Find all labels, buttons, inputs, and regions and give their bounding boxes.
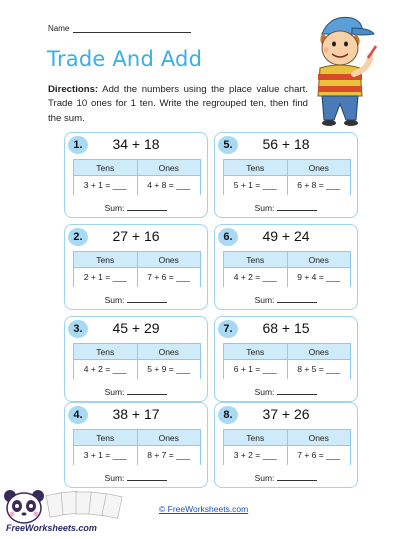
- problem-expression: 34 + 18: [112, 136, 160, 152]
- name-label: Name: [48, 24, 70, 33]
- tens-header: Tens: [96, 163, 115, 173]
- sum-label: Sum:: [254, 203, 275, 213]
- sum-answer-field[interactable]: [277, 389, 317, 395]
- ones-header: Ones: [287, 430, 351, 445]
- ones-cell[interactable]: 7 + 6 = ___: [287, 446, 351, 465]
- sum-answer-field[interactable]: [127, 389, 167, 395]
- sum-label: Sum:: [254, 387, 275, 397]
- problem-expression: 27 + 16: [112, 228, 160, 244]
- place-value-table: [223, 251, 351, 287]
- sum-row: [215, 203, 357, 213]
- ones-header: Ones: [137, 160, 201, 175]
- ones-cell[interactable]: 6 + 8 = ___: [287, 176, 351, 195]
- problem-card: [64, 402, 208, 488]
- sum-row: [215, 387, 357, 397]
- problem-expression: 49 + 24: [262, 228, 310, 244]
- sum-row: [215, 473, 357, 483]
- sum-label: Sum:: [104, 295, 125, 305]
- place-value-table: [73, 251, 201, 287]
- problem-card: [214, 132, 358, 218]
- problem-number: 5.: [218, 136, 238, 154]
- problem-expression: 38 + 17: [112, 406, 160, 422]
- ones-header: Ones: [137, 430, 201, 445]
- boy-with-cap-pencil-icon: [300, 10, 380, 130]
- page-title: Trade And Add: [47, 47, 203, 71]
- tens-cell[interactable]: 3 + 2 = ___: [233, 450, 277, 460]
- ones-cell[interactable]: 7 + 6 = ___: [137, 268, 201, 287]
- place-value-table: [73, 343, 201, 379]
- tens-header: Tens: [246, 163, 265, 173]
- place-value-table: [223, 343, 351, 379]
- sum-answer-field[interactable]: [127, 475, 167, 481]
- tens-header: Tens: [246, 433, 265, 443]
- tens-cell[interactable]: 3 + 1 = ___: [83, 450, 127, 460]
- ones-cell[interactable]: 8 + 7 = ___: [137, 446, 201, 465]
- ones-cell[interactable]: 8 + 5 = ___: [287, 360, 351, 379]
- tens-cell[interactable]: 4 + 2 = ___: [83, 364, 127, 374]
- ones-cell[interactable]: 4 + 8 = ___: [137, 176, 201, 195]
- sum-answer-field[interactable]: [127, 205, 167, 211]
- problem-number: 6.: [218, 228, 238, 246]
- sum-row: [65, 387, 207, 397]
- sum-label: Sum:: [104, 473, 125, 483]
- problem-card: [214, 402, 358, 488]
- tens-header: Tens: [246, 347, 265, 357]
- directions-label: Directions:: [48, 84, 99, 95]
- problem-expression: 56 + 18: [262, 136, 310, 152]
- sum-row: [65, 203, 207, 213]
- problem-card: [64, 316, 208, 402]
- tens-cell[interactable]: 5 + 1 = ___: [233, 180, 277, 190]
- problem-expression: 37 + 26: [262, 406, 310, 422]
- tens-cell[interactable]: 4 + 2 = ___: [233, 272, 277, 282]
- problem-expression: 68 + 15: [262, 320, 310, 336]
- ones-cell[interactable]: 5 + 9 = ___: [137, 360, 201, 379]
- problem-card: [214, 316, 358, 402]
- place-value-table: [73, 429, 201, 465]
- problem-card: [64, 224, 208, 310]
- sum-row: [215, 295, 357, 305]
- sum-label: Sum:: [104, 203, 125, 213]
- place-value-table: [223, 159, 351, 195]
- problem-number: 8.: [218, 406, 238, 424]
- footer-link[interactable]: © FreeWorksheets.com: [159, 504, 249, 514]
- sum-answer-field[interactable]: [277, 205, 317, 211]
- ones-cell[interactable]: 9 + 4 = ___: [287, 268, 351, 287]
- problem-expression: 45 + 29: [112, 320, 160, 336]
- place-value-table: [73, 159, 201, 195]
- problem-number: 3.: [68, 320, 88, 338]
- ones-header: Ones: [287, 160, 351, 175]
- problem-number: 4.: [68, 406, 88, 424]
- tens-header: Tens: [96, 347, 115, 357]
- name-row: [48, 24, 191, 33]
- ones-header: Ones: [137, 344, 201, 359]
- sum-label: Sum:: [104, 387, 125, 397]
- sum-answer-field[interactable]: [277, 297, 317, 303]
- tens-header: Tens: [246, 255, 265, 265]
- sum-label: Sum:: [254, 295, 275, 305]
- name-field[interactable]: [73, 25, 191, 33]
- tens-header: Tens: [96, 255, 115, 265]
- problem-number: 2.: [68, 228, 88, 246]
- logo-text: FreeWorksheets.com: [6, 523, 97, 533]
- tens-cell[interactable]: 6 + 1 = ___: [233, 364, 277, 374]
- tens-header: Tens: [96, 433, 115, 443]
- problem-card: [214, 224, 358, 310]
- sum-row: [65, 473, 207, 483]
- tens-cell[interactable]: 2 + 1 = ___: [83, 272, 127, 282]
- sum-answer-field[interactable]: [127, 297, 167, 303]
- sum-row: [65, 295, 207, 305]
- directions: [48, 83, 308, 126]
- ones-header: Ones: [137, 252, 201, 267]
- sum-label: Sum:: [254, 473, 275, 483]
- sum-answer-field[interactable]: [277, 475, 317, 481]
- problem-number: 1.: [68, 136, 88, 154]
- tens-cell[interactable]: 3 + 1 = ___: [83, 180, 127, 190]
- problem-number: 7.: [218, 320, 238, 338]
- problem-card: [64, 132, 208, 218]
- place-value-table: [223, 429, 351, 465]
- directions-text: Add the numbers using the place value chart. Trade 10 ones for 1 ten. Write the regrouped ten, then find the sum.: [48, 84, 309, 124]
- ones-header: Ones: [287, 252, 351, 267]
- ones-header: Ones: [287, 344, 351, 359]
